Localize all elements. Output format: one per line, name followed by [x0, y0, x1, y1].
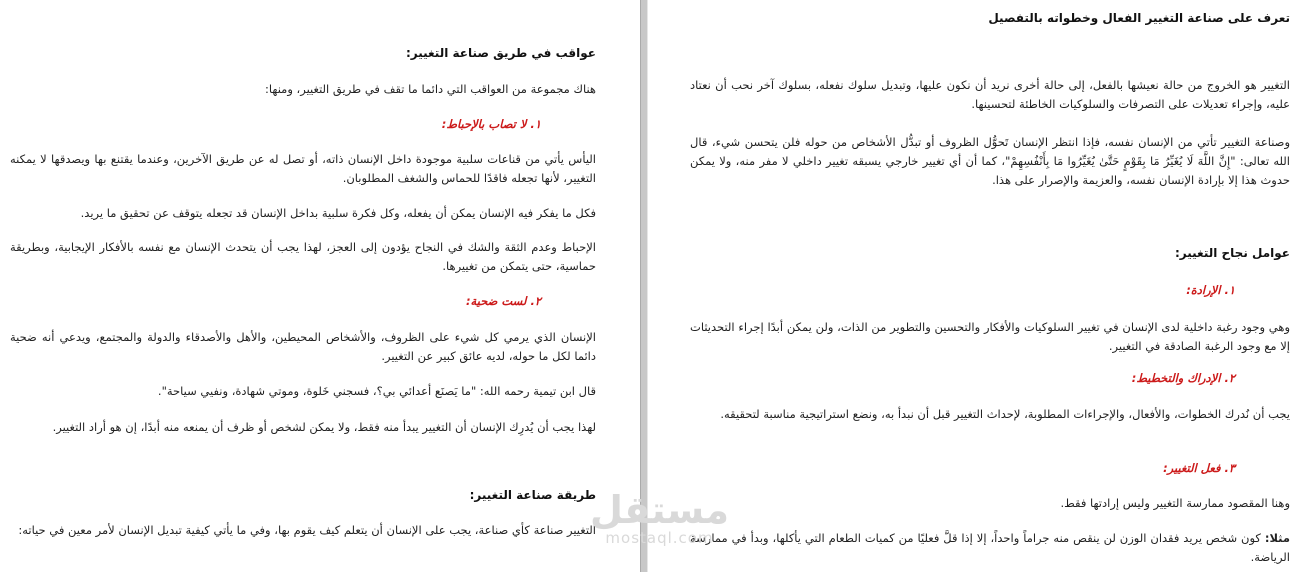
paragraph: التغيير هو الخروج من حالة نعيشها بالفعل، إلى حالة أخرى نريد أن نكون عليها، وتبديل سلوك نفعله، بسلوك آخر نحب أن نعتاد عليه، وإجراء تعديلات على التصرفات والسلوكيات الخاطئة لتحسينها. — [690, 78, 1290, 111]
paragraph: الإحباط وعدم الثقة والشك في النجاح يؤدون إلى العجز، لهذا يجب أن يتحدث الإنسان مع نفسه بالأفكار الإيجابية، وبطريقة حماسية، حتى يتمكن من تغييرها. — [10, 240, 596, 273]
watermark-latin: mostaql.com — [605, 529, 714, 547]
subheading: ٢. الإدراك والتخطيط: — [1131, 371, 1235, 385]
example-label: مثلا: — [1264, 531, 1290, 545]
subheading: ١. لا تصاب بالإحباط: — [441, 117, 541, 131]
paragraph: التغيير صناعة كأي صناعة، يجب على الإنسان أن يتعلم كيف يقوم بها، وفي ما يأتي كيفية تبديل الإنسان لأمر معين في حياته: — [18, 523, 596, 537]
subheading: ٣. فعل التغيير: — [1163, 461, 1235, 475]
watermark-arabic: مستقل — [590, 488, 729, 532]
section-heading: عواقب في طريق صناعة التغيير: — [405, 46, 596, 60]
paragraph: اليأس يأتي من قناعات سلبية موجودة داخل الإنسان ذاته، أو تصل له عن طريق الآخرين، وعندما يقتنع بها ويصدقها لا يمكنه التغيير، لأنها تجعله فاقدًا للحماس والشغف المطلوبان. — [10, 152, 596, 185]
paragraph: وهنا المقصود ممارسة التغيير وليس إرادتها فقط. — [1060, 496, 1290, 510]
paragraph: لهذا يجب أن يُدرِك الإنسان أن التغيير يبدأ منه فقط، ولا يمكن لشخص أو ظرف أن يمنعه منه أبدًا، إن هو أراد التغيير. — [52, 420, 596, 434]
paragraph — [690, 529, 1290, 567]
page-divider — [640, 0, 648, 572]
paragraph: وصناعة التغيير تأتي من الإنسان نفسه، فإذا انتظر الإنسان تَحوُّل الظروف أو تبدُّل الأشخاص من حوله فلن يتحسن شيء، قال الله تعالى: "إِنَّ اللَّهَ لَا يُغَيِّرُ مَا بِقَوْمٍ حَتَّىٰ يُغَيِّرُوا مَا بِأَنْفُسِهِمْ"، كما أن أي تغيير خارجي يسبقه تغيير داخلي لا مفر منه، ولا يمكن حدوث هذا إلا بإرادة الإنسان نفسه، والعزيمة والإصرار على هذا. — [690, 135, 1290, 187]
paragraph: الإنسان الذي يرمي كل شيء على الظروف، والأشخاص المحيطين، والأهل والأصدقاء والدولة والمجتمع، ويدعي أنه ضحية دائما لكل ما حوله، لديه عائق كبير عن التغيير. — [10, 330, 596, 363]
paragraph: هناك مجموعة من العواقب التي دائما ما تقف في طريق التغيير، ومنها: — [265, 82, 596, 96]
article-title: تعرف على صناعة التغيير الفعال وخطواته بالتفصيل — [988, 11, 1290, 25]
paragraph: وهي وجود رغبة داخلية لدى الإنسان في تغيير السلوكيات والأفكار والتحسين والتطوير من الذات، ولن يمكن أبدًا إجراء التحديثات إلا مع وجود الرغبة الصادقة في التغيير. — [690, 320, 1290, 353]
section-heading: طريقة صناعة التغيير: — [469, 488, 596, 502]
paragraph: فكل ما يفكر فيه الإنسان يمكن أن يفعله، وكل فكرة سلبية بداخل الإنسان قد تجعله يتوقف عن تحقيق ما يريد. — [80, 206, 596, 220]
subheading: ١. الإرادة: — [1186, 283, 1235, 297]
example-text: كون شخص يريد فقدان الوزن لن ينقص منه جراماً واحداً، إلا إذا قلَّ فعليًا من كميات الطعام التي يأكلها، وبدأ في ممارسة الرياضة. — [690, 531, 1290, 564]
subheading: ٢. لست ضحية: — [465, 294, 541, 308]
section-heading: عوامل نجاح التغيير: — [1175, 246, 1290, 260]
paragraph: قال ابن تيمية رحمه الله: "ما يَصنَع أعدائي بي؟، فسجني خَلوة، وموتي شهادة، ونفيي سياحة". — [157, 384, 596, 398]
paragraph: يجب أن نُدرك الخطوات، والأفعال، والإجراءات المطلوبة، لإحداث التغيير قبل أن نبدأ به، ونضع استراتيجية مناسبة لتحقيقه. — [720, 407, 1290, 421]
